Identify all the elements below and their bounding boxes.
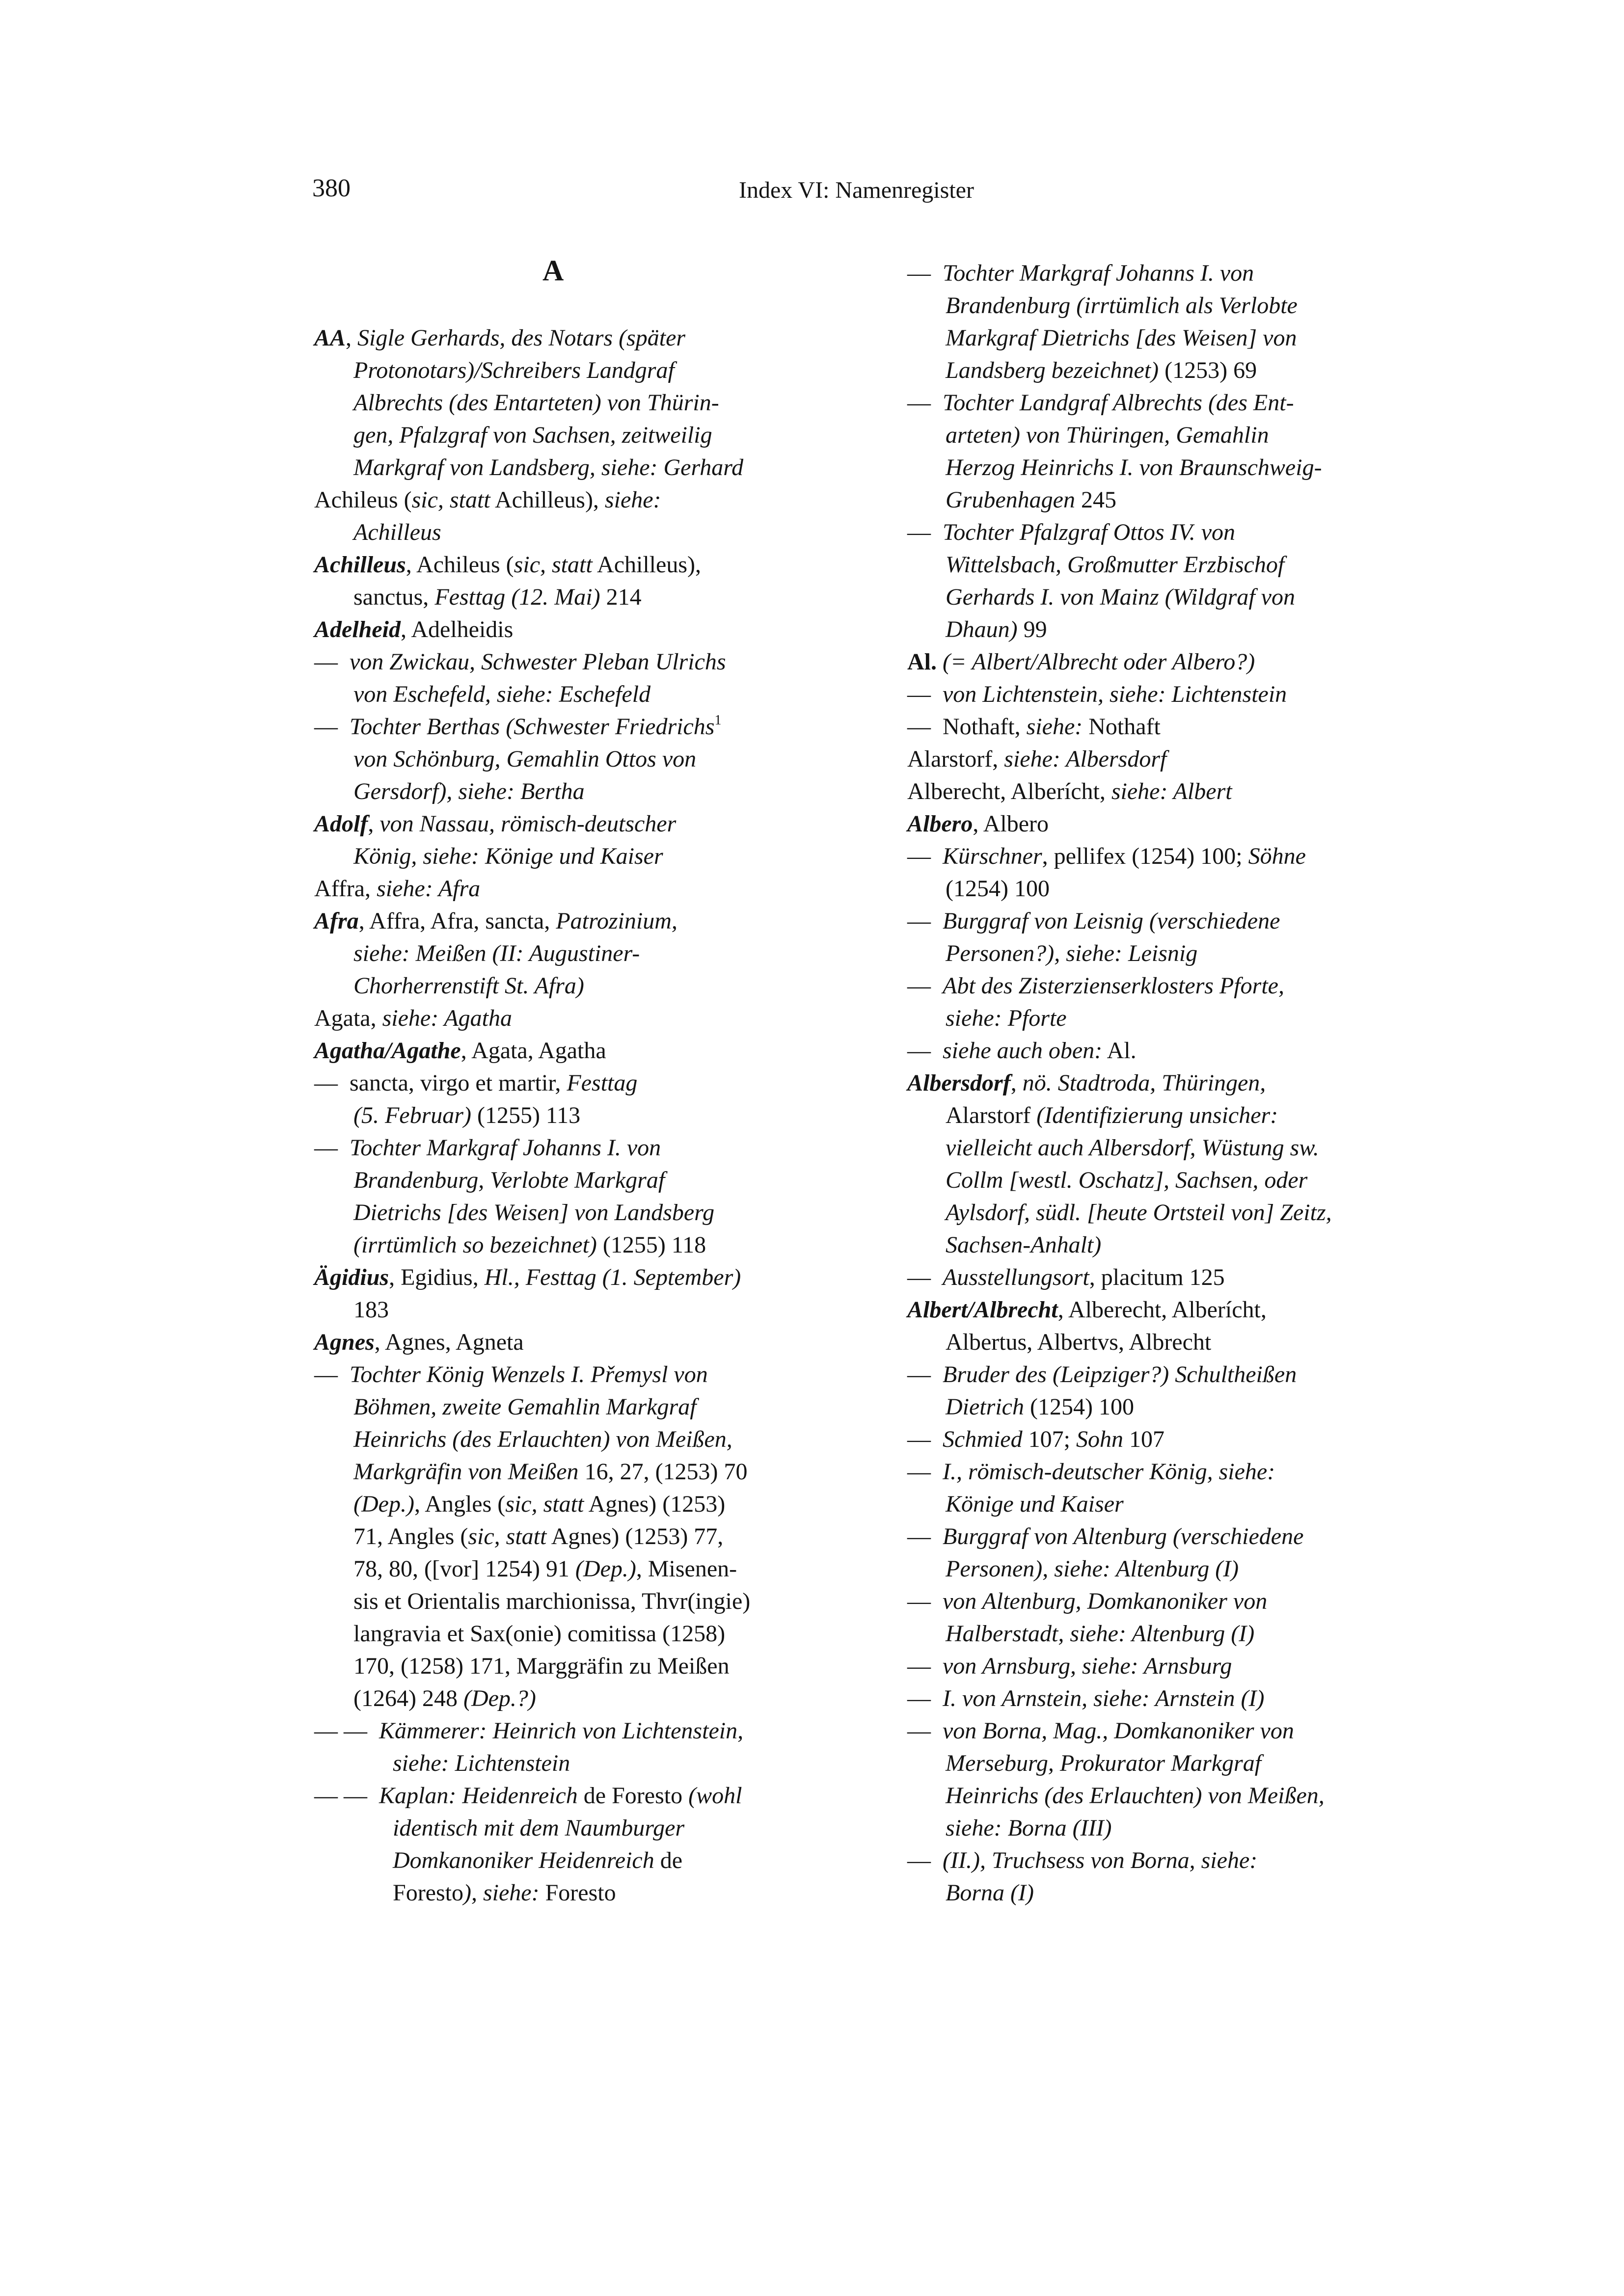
index-line: — sancta, virgo et martir, Festtag — [314, 1070, 638, 1096]
section-letter: A — [542, 254, 564, 287]
index-line: Sachsen-Anhalt) — [946, 1232, 1102, 1258]
index-line: Afra, Affra, Afra, sancta, Patrozinium, — [314, 908, 677, 934]
index-line: Dietrich (1254) 100 — [946, 1394, 1134, 1420]
index-line: Dietrichs [des Weisen] von Landsberg — [353, 1200, 715, 1226]
index-line: Achilleus, Achileus (sic, statt Achilleus), — [314, 552, 701, 578]
index-line: gen, Pfalzgraf von Sachsen, zeitweilig — [353, 422, 712, 448]
index-line: Alarstorf (Identifizierung unsicher: — [946, 1102, 1278, 1128]
index-line: Agnes, Agnes, Agneta — [314, 1329, 524, 1355]
index-line: sis et Orientalis marchionissa, Thvr(ingie) — [353, 1588, 751, 1614]
index-line: 183 — [353, 1297, 389, 1323]
index-line: 78, 80, ([vor] 1254) 91 (Dep.), Misenen- — [353, 1556, 737, 1582]
index-line: — Bruder des (Leipziger?) Schultheißen — [907, 1362, 1297, 1388]
index-line: Al. (= Albert/Albrecht oder Albero?) — [907, 649, 1255, 675]
index-line: Agata, siehe: Agatha — [314, 1005, 513, 1031]
index-line: König, siehe: Könige und Kaiser — [353, 843, 663, 869]
index-line: siehe: Borna (III) — [946, 1815, 1112, 1841]
running-head: Index VI: Namenregister — [739, 177, 974, 203]
index-line: — I. von Arnstein, siehe: Arnstein (I) — [907, 1685, 1265, 1711]
index-line: Gerhards I. von Mainz (Wildgraf von — [946, 584, 1295, 610]
index-line: Halberstadt, siehe: Altenburg (I) — [946, 1621, 1255, 1647]
index-line: — Kürschner, pellifex (1254) 100; Söhne — [907, 843, 1306, 869]
index-line: Albero, Albero — [907, 811, 1049, 837]
index-line: Adelheid, Adelheidis — [314, 616, 514, 642]
index-line: — Abt des Zisterzienserklosters Pforte, — [907, 973, 1284, 999]
index-line: siehe: Pforte — [946, 1005, 1067, 1031]
index-line: Markgraf Dietrichs [des Weisen] von — [946, 325, 1297, 351]
index-line: — von Lichtenstein, siehe: Lichtenstein — [907, 681, 1287, 707]
index-line: — (II.), Truchsess von Borna, siehe: — [907, 1847, 1258, 1873]
index-line: — Nothaft, siehe: Nothaft — [907, 714, 1161, 740]
index-line: Protonotars)/Schreibers Landgraf — [353, 357, 675, 383]
index-line: Markgräfin von Meißen 16, 27, (1253) 70 — [353, 1459, 748, 1485]
index-line: Landsberg bezeichnet) (1253) 69 — [946, 357, 1257, 383]
index-line: — Tochter König Wenzels I. Přemysl von — [314, 1362, 708, 1388]
index-line: Affra, siehe: Afra — [314, 876, 481, 902]
index-line: Ägidius, Egidius, Hl., Festtag (1. September) — [314, 1264, 741, 1290]
index-line: Grubenhagen 245 — [946, 487, 1116, 513]
index-line: — von Zwickau, Schwester Pleban Ulrichs — [314, 649, 726, 675]
index-line: Collm [westl. Oschatz], Sachsen, oder — [946, 1167, 1308, 1193]
index-line: Agatha/Agathe, Agata, Agatha — [314, 1038, 606, 1064]
index-line: — siehe auch oben: Al. — [907, 1038, 1137, 1064]
index-line: Albert/Albrecht, Alberecht, Alberícht, — [907, 1297, 1267, 1323]
index-line: Böhmen, zweite Gemahlin Markgraf — [353, 1394, 697, 1420]
index-line: — — Kaplan: Heidenreich de Foresto (wohl — [314, 1783, 742, 1809]
index-line: — Tochter Markgraf Johanns I. von — [314, 1135, 661, 1161]
index-line: Personen), siehe: Altenburg (I) — [946, 1556, 1239, 1582]
index-line: (Dep.), Angles (sic, statt Agnes) (1253) — [353, 1491, 726, 1517]
index-line: Heinrichs (des Erlauchten) von Meißen, — [353, 1426, 732, 1452]
index-line: Chorherrenstift St. Afra) — [353, 973, 584, 999]
index-line: — von Altenburg, Domkanoniker von — [907, 1588, 1268, 1614]
index-line: arteten) von Thüringen, Gemahlin — [946, 422, 1269, 448]
index-line: Personen?), siehe: Leisnig — [946, 940, 1198, 966]
index-line: von Eschefeld, siehe: Eschefeld — [353, 681, 651, 707]
index-line: Albersdorf, nö. Stadtroda, Thüringen, — [907, 1070, 1266, 1096]
index-line: Albertus, Albertvs, Albrecht — [946, 1329, 1212, 1355]
index-line: AA, Sigle Gerhards, des Notars (später — [314, 325, 686, 351]
index-line: — von Borna, Mag., Domkanoniker von — [907, 1718, 1294, 1744]
index-line: Achilleus — [353, 519, 441, 545]
index-line: Foresto), siehe: Foresto — [393, 1880, 616, 1906]
index-line: sanctus, Festtag (12. Mai) 214 — [353, 584, 642, 610]
index-line: Albrechts (des Entarteten) von Thürin- — [353, 390, 719, 416]
index-line: von Schönburg, Gemahlin Ottos von — [353, 746, 697, 772]
index-line: Könige und Kaiser — [946, 1491, 1124, 1517]
index-line: — Tochter Landgraf Albrechts (des Ent- — [907, 390, 1294, 416]
index-line: Wittelsbach, Großmutter Erzbischof — [946, 552, 1285, 578]
index-line: Brandenburg (irrtümlich als Verlobte — [946, 293, 1298, 319]
index-line: Dhaun) 99 — [946, 616, 1047, 642]
index-line: Borna (I) — [946, 1880, 1034, 1906]
index-line: Brandenburg, Verlobte Markgraf — [353, 1167, 665, 1193]
index-line: Heinrichs (des Erlauchten) von Meißen, — [946, 1783, 1325, 1809]
index-line: — Tochter Pfalzgraf Ottos IV. von — [907, 519, 1236, 545]
index-line: (irrtümlich so bezeichnet) (1255) 118 — [353, 1232, 706, 1258]
index-line: (1254) 100 — [946, 876, 1050, 902]
index-line: langravia et Sax(onie) comitissa (1258) — [353, 1621, 726, 1647]
index-line: Alberecht, Alberícht, siehe: Albert — [907, 778, 1232, 804]
index-line: siehe: Lichtenstein — [393, 1750, 570, 1776]
index-line: Achileus (sic, statt Achilleus), siehe: — [314, 487, 661, 513]
index-line: — Tochter Markgraf Johanns I. von — [907, 260, 1254, 286]
index-line: — Schmied 107; Sohn 107 — [907, 1426, 1164, 1452]
index-line: — I., römisch-deutscher König, siehe: — [907, 1459, 1275, 1485]
page-number: 380 — [312, 174, 351, 202]
index-line: Gersdorf), siehe: Bertha — [353, 778, 585, 804]
index-line: Merseburg, Prokurator Markgraf — [946, 1750, 1262, 1776]
index-line: siehe: Meißen (II: Augustiner- — [353, 940, 640, 966]
index-line: Markgraf von Landsberg, siehe: Gerhard — [353, 454, 744, 481]
index-line: identisch mit dem Naumburger — [393, 1815, 685, 1841]
index-line: Herzog Heinrichs I. von Braunschweig- — [946, 454, 1322, 481]
index-line: — Burggraf von Altenburg (verschiedene — [907, 1523, 1304, 1549]
index-line: Alarstorf, siehe: Albersdorf — [907, 746, 1167, 772]
index-line: (5. Februar) (1255) 113 — [353, 1102, 581, 1128]
index-line: 170, (1258) 171, Marggräfin zu Meißen — [353, 1653, 730, 1679]
index-line: — von Arnsburg, siehe: Arnsburg — [907, 1653, 1232, 1679]
index-line: 71, Angles (sic, statt Agnes) (1253) 77, — [353, 1523, 724, 1549]
index-line: Domkanoniker Heidenreich de — [393, 1847, 683, 1873]
index-line: — Tochter Berthas (Schwester Friedrichs$^1$ — [314, 713, 722, 740]
index-line: vielleicht auch Albersdorf, Wüstung sw. — [946, 1135, 1319, 1161]
index-line: Aylsdorf, südl. [heute Ortsteil von] Zeitz, — [946, 1200, 1332, 1226]
index-line: Adolf, von Nassau, römisch-deutscher — [314, 811, 677, 837]
index-line: — Burggraf von Leisnig (verschiedene — [907, 908, 1280, 934]
index-line: — — Kämmerer: Heinrich von Lichtenstein, — [314, 1718, 744, 1744]
index-line: — Ausstellungsort, placitum 125 — [907, 1264, 1225, 1290]
index-line: (1264) 248 (Dep.?) — [353, 1685, 536, 1711]
